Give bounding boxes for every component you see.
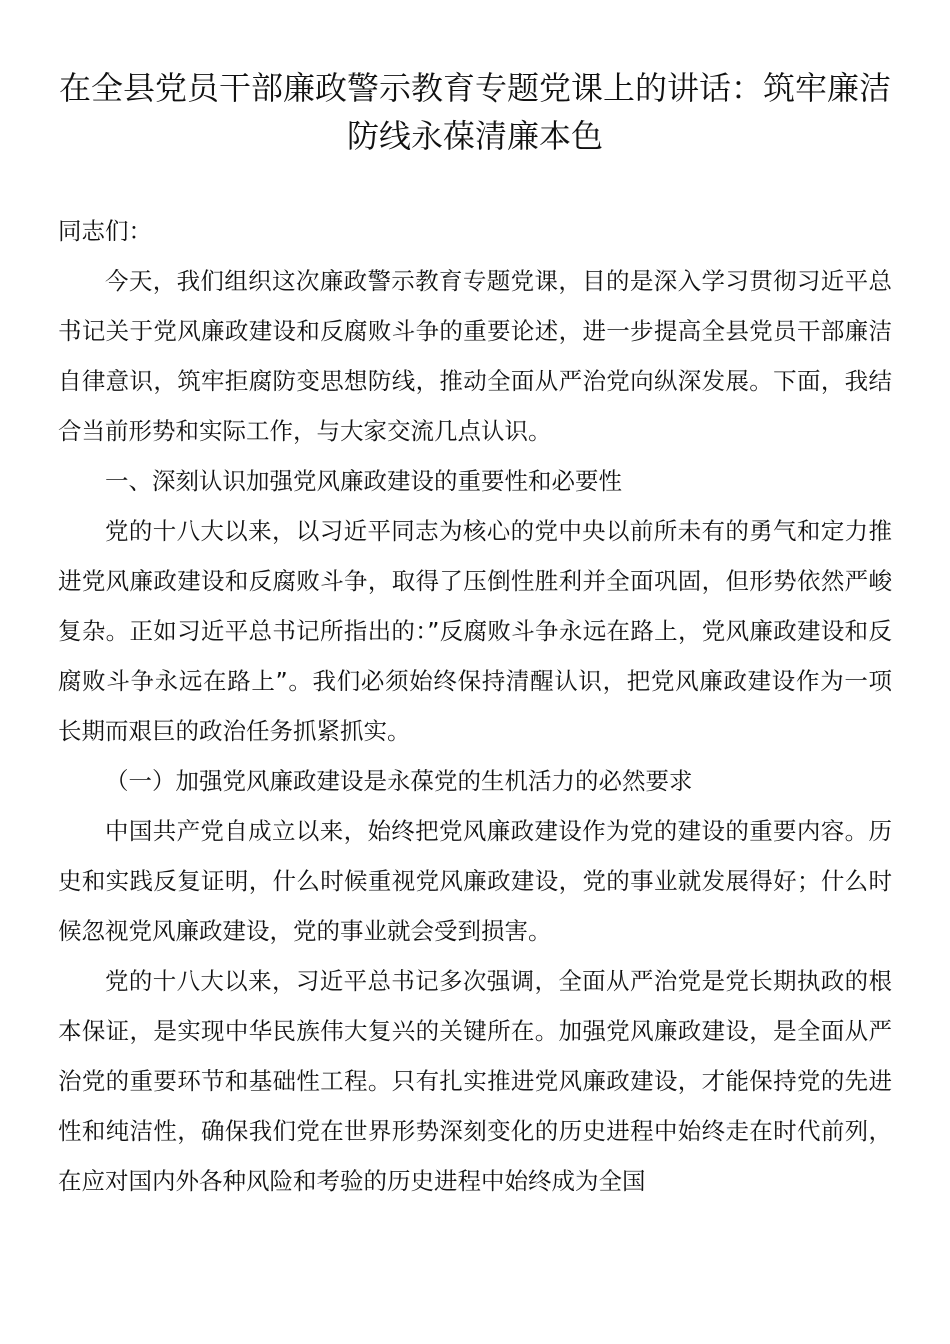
paragraph-history: 中国共产党自成立以来，始终把党风廉政建设作为党的建设的重要内容。历史和实践反复证明，什么时候重视党风廉政建设，党的事业就发展得好；什么时候忽视党风廉政建设，党的事业就会受到损害。	[58, 817, 892, 945]
salutation: 同志们：	[58, 217, 152, 245]
subsection-heading-1: （一）加强党风廉政建设是永葆党的生机活力的必然要求	[105, 767, 693, 795]
paragraph-section-1: 党的十八大以来，以习近平同志为核心的党中央以前所未有的勇气和定力推进党风廉政建设和反腐败斗争，取得了压倒性胜利并全面巩固，但形势依然严峻复杂。正如习近平总书记所指出的：”反腐败斗争永远在路上，党风廉政建设和反腐败斗争永远在路上”。我们必须始终保持清醒认识，把党风廉政建设作为一项长期而艰巨的政治任务抓紧抓实。	[58, 517, 892, 745]
document-title: 在全县党员干部廉政警示教育专题党课上的讲话：筑牢廉洁防线永葆清廉本色	[58, 69, 891, 155]
paragraph-importance: 党的十八大以来，习近平总书记多次强调，全面从严治党是党长期执政的根本保证，是实现中华民族伟大复兴的关键所在。加强党风廉政建设，是全面从严治党的重要环节和基础性工程。只有扎实推进党风廉政建设，才能保持党的先进性和纯洁性，确保我们党在世界形势深刻变化的历史进程中始终走在时代前列，在应对国内外各种风险和考验的历史进程中始终成为全国	[58, 967, 892, 1195]
document-body	[58, 206, 892, 1206]
paragraph-intro: 今天，我们组织这次廉政警示教育专题党课，目的是深入学习贯彻习近平总书记关于党风廉政建设和反腐败斗争的重要论述，进一步提高全县党员干部廉洁自律意识，筑牢拒腐防变思想防线，推动全面从严治党向纵深发展。下面，我结合当前形势和实际工作，与大家交流几点认识。	[58, 267, 892, 445]
section-heading-1: 一、深刻认识加强党风廉政建设的重要性和必要性	[105, 467, 622, 495]
